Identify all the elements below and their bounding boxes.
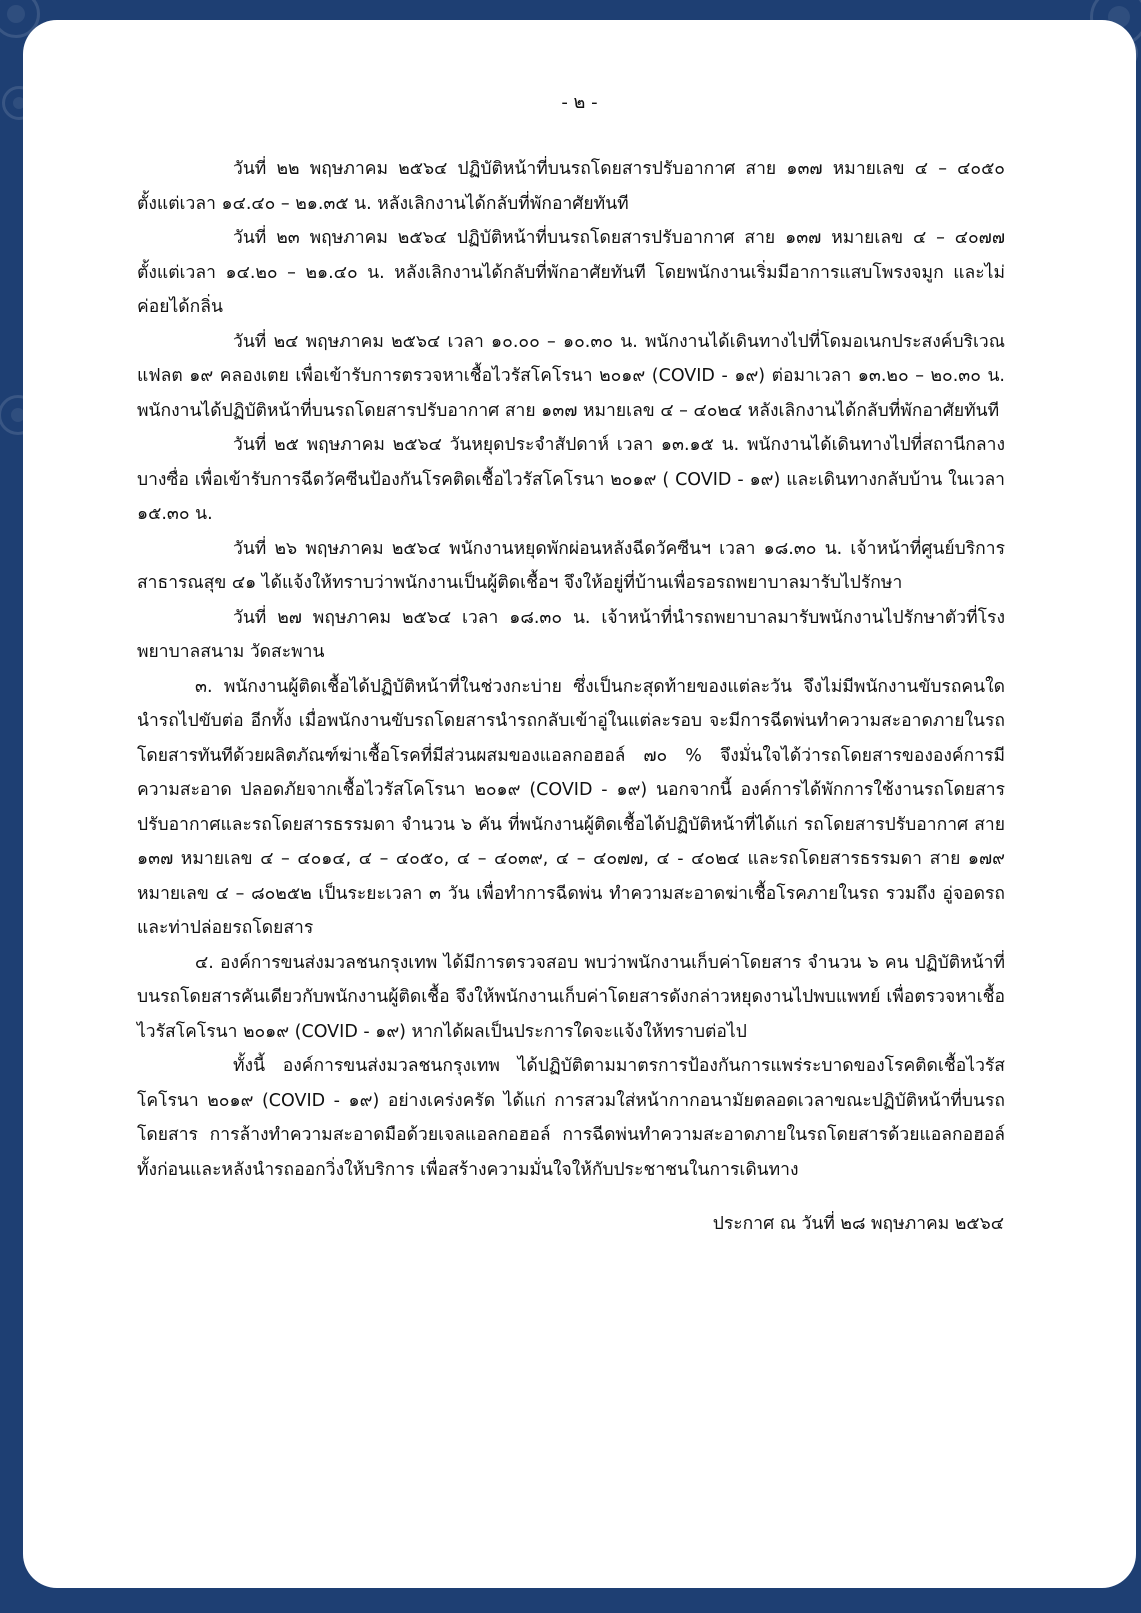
paragraph-section-4: ๔. องค์การขนส่งมวลชนกรุงเทพ ได้มีการตรวจสอบ พบว่าพนักงานเก็บค่าโดยสาร จำนวน ๖ คน ปฏิบัติหน้าที่บนรถโดยสารคันเดียวกับพนักงานผู้ติดเชื้อ จึงให้พนักงานเก็บค่าโดยสารดังกล่าวหยุดงานไปพบแพทย์ เพื่อตรวจหาเชื้อไวรัสโคโรนา ๒๐๑๙ (COVID - ๑๙) หากได้ผลเป็นประการใดจะแจ้งให้ทราบต่อไป [137, 952, 1005, 1042]
document-body [137, 152, 1005, 1187]
paragraph-may-23: วันที่ ๒๓ พฤษภาคม ๒๕๖๔ ปฏิบัติหน้าที่บนรถโดยสารปรับอากาศ สาย ๑๓๗ หมายเลข ๔ – ๔๐๗๗ ตั้งแต่เวลา ๑๔.๒๐ – ๒๑.๔๐ น. หลังเลิกงานได้กลับที่พักอาศัยทันที โดยพนักงานเริ่มมีอาการแสบโพรงจมูก และไม่ค่อยได้กลิ่น [137, 228, 1005, 317]
paragraph-may-22: วันที่ ๒๒ พฤษภาคม ๒๕๖๔ ปฏิบัติหน้าที่บนรถโดยสารปรับอากาศ สาย ๑๓๗ หมายเลข ๔ – ๔๐๕๐ ตั้งแต่เวลา ๑๔.๔๐ – ๒๑.๓๕ น. หลังเลิกงานได้กลับที่พักอาศัยทันที [137, 159, 1005, 214]
paragraph-summary: ทั้งนี้ องค์การขนส่งมวลชนกรุงเทพ ได้ปฏิบัติตามมาตรการป้องกันการแพร่ระบาดของโรคติดเชื้อไวรัสโคโรนา ๒๐๑๙ (COVID - ๑๙) อย่างเคร่งครัด ได้แก่ การสวมใส่หน้ากากอนามัยตลอดเวลาขณะปฏิบัติหน้าที่บนรถโดยสาร การล้างทำความสะอาดมือด้วยเจลแอลกอฮอล์ การฉีดพ่นทำความสะอาดภายในรถโดยสารด้วยแอลกอฮอล์ ทั้งก่อนและหลังนำรถออกวิ่งให้บริการ เพื่อสร้างความมั่นใจให้กับประชาชนในการเดินทาง [137, 1056, 1005, 1180]
page-number: - ๒ - [561, 92, 598, 113]
signature-date: ประกาศ ณ วันที่ ๒๘ พฤษภาคม ๒๕๖๔ [712, 1214, 1004, 1234]
paragraph-may-25: วันที่ ๒๕ พฤษภาคม ๒๕๖๔ วันหยุดประจำสัปดาห์ เวลา ๑๓.๑๕ น. พนักงานได้เดินทางไปที่สถานีกลางบางซื่อ เพื่อเข้ารับการฉีดวัคซีนป้องกันโรคติดเชื้อไวรัสโคโรนา ๒๐๑๙ ( COVID - ๑๙) และเดินทางกลับบ้าน ในเวลา ๑๕.๓๐ น. [137, 435, 1005, 524]
paragraph-may-26: วันที่ ๒๖ พฤษภาคม ๒๕๖๔ พนักงานหยุดพักผ่อนหลังฉีดวัคซีนฯ เวลา ๑๘.๓๐ น. เจ้าหน้าที่ศูนย์บริการสาธารณสุข ๔๑ ได้แจ้งให้ทราบว่าพนักงานเป็นผู้ติดเชื้อฯ จึงให้อยู่ที่บ้านเพื่อรอรถพยาบาลมารับไปรักษา [137, 538, 1005, 593]
paragraph-may-27: วันที่ ๒๗ พฤษภาคม ๒๕๖๔ เวลา ๑๘.๓๐ น. เจ้าหน้าที่นำรถพยาบาลมารับพนักงานไปรักษาตัวที่โรงพยาบาลสนาม วัดสะพาน [137, 607, 1005, 662]
document-page [23, 20, 1136, 1588]
paragraph-may-24: วันที่ ๒๔ พฤษภาคม ๒๕๖๔ เวลา ๑๐.๐๐ – ๑๐.๓๐ น. พนักงานได้เดินทางไปที่โดมอเนกประสงค์บริเวณแฟลต ๑๙ คลองเตย เพื่อเข้ารับการตรวจหาเชื้อไวรัสโคโรนา ๒๐๑๙ (COVID - ๑๙) ต่อมาเวลา ๑๓.๒๐ – ๒๐.๓๐ น. พนักงานได้ปฏิบัติหน้าที่บนรถโดยสารปรับอากาศ สาย ๑๓๗ หมายเลข ๔ – ๔๐๒๔ หลังเลิกงานได้กลับที่พักอาศัยทันที [137, 331, 1005, 421]
paragraph-section-3: ๓. พนักงานผู้ติดเชื้อได้ปฏิบัติหน้าที่ในช่วงกะบ่าย ซึ่งเป็นกะสุดท้ายของแต่ละวัน จึงไม่มีพนักงานขับรถคนใดนำรถไปขับต่อ อีกทั้ง เมื่อพนักงานขับรถโดยสารนำรถกลับเข้าอู่ในแต่ละรอบ จะมีการฉีดพ่นทำความสะอาดภายในรถโดยสารทันทีด้วยผลิตภัณฑ์ฆ่าเชื้อโรคที่มีส่วนผสมของแอลกอฮอล์ ๗๐ % จึงมั่นใจได้ว่ารถโดยสารขององค์การมีความสะอาด ปลอดภัยจากเชื้อไวรัสโคโรนา ๒๐๑๙ (COVID - ๑๙) นอกจากนี้ องค์การได้พักการใช้งานรถโดยสารปรับอากาศและรถโดยสารธรรมดา จำนวน ๖ คัน ที่พนักงานผู้ติดเชื้อได้ปฏิบัติหน้าที่ได้แก่ รถโดยสารปรับอากาศ สาย ๑๓๗ หมายเลข ๔ – ๔๐๑๔, ๔ – ๔๐๕๐, ๔ – ๔๐๓๙, ๔ – ๔๐๗๗, ๔ - ๔๐๒๔ และรถโดยสารธรรมดา สาย ๑๗๙ หมายเลข ๔ – ๘๐๒๕๒ เป็นระยะเวลา ๓ วัน เพื่อทำการฉีดพ่น ทำความสะอาดฆ่าเชื้อโรคภายในรถ รวมถึง อู่จอดรถและท่าปล่อยรถโดยสาร [137, 676, 1005, 938]
